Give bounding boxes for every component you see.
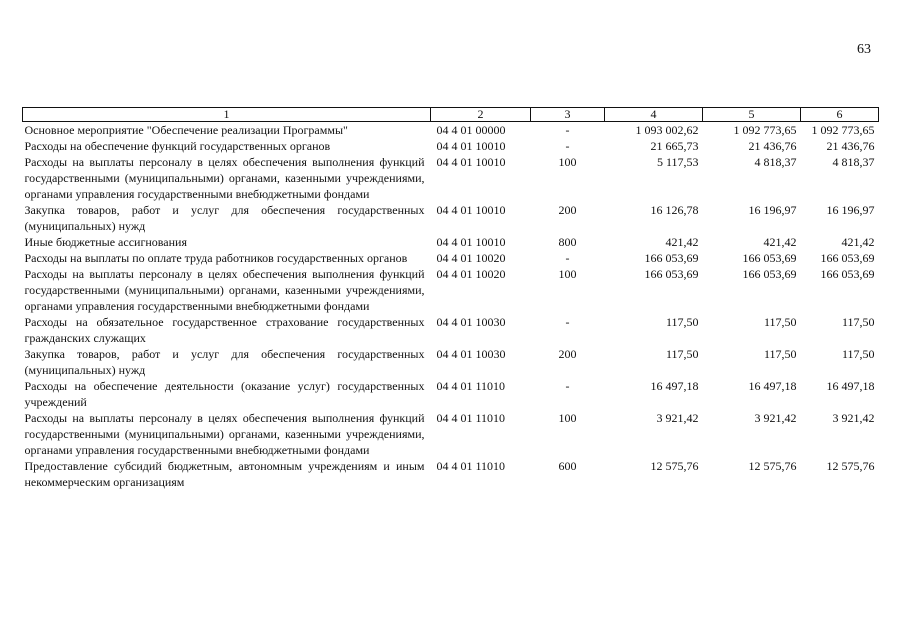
row-name-cell: Предоставление субсидий бюджетным, автономным учреждениям и иным некоммерческим организациям [24, 459, 425, 489]
row-name-cell: Закупка товаров, работ и услуг для обеспечения государственных (муниципальных) нужд [24, 347, 425, 377]
row-code-cell: 04 4 01 10020 [436, 267, 506, 281]
row-code-cell: 04 4 01 10010 [436, 155, 506, 169]
row-name-cell: Закупка товаров, работ и услуг для обеспечения государственных (муниципальных) нужд [24, 203, 425, 233]
row-value-2-cell: 4 818,37 [754, 155, 797, 169]
header-cell-1: 1 [23, 108, 431, 122]
header-cell-2: 2 [431, 108, 531, 122]
row-value-1-cell: 5 117,53 [656, 155, 699, 169]
budget-table [22, 107, 879, 490]
row-value-1-cell: 117,50 [665, 315, 699, 329]
row-group-cell: - [565, 315, 570, 329]
row-name-cell: Иные бюджетные ассигнования [24, 235, 187, 249]
row-value-1-cell: 16 497,18 [650, 379, 699, 393]
row-value-2-cell: 166 053,69 [742, 267, 797, 281]
row-group-cell: - [565, 251, 570, 265]
row-value-3-cell: 3 921,42 [832, 411, 875, 425]
table-row [23, 378, 879, 410]
row-name-cell: Расходы на обязательное государственное страхование государственных гражданских служащих [24, 315, 425, 345]
row-value-3-cell: 4 818,37 [832, 155, 875, 169]
row-value-3-cell: 1 092 773,65 [811, 123, 875, 137]
table-row [23, 346, 879, 378]
header-cell-4: 4 [605, 108, 703, 122]
row-value-1-cell: 421,42 [665, 235, 699, 249]
row-value-3-cell: 166 053,69 [820, 267, 875, 281]
row-value-3-cell: 421,42 [841, 235, 875, 249]
row-value-1-cell: 16 126,78 [650, 203, 699, 217]
row-name-cell: Основное мероприятие "Обеспечение реализации Программы" [24, 123, 348, 137]
row-group-cell: - [565, 139, 570, 153]
row-value-3-cell: 166 053,69 [820, 251, 875, 265]
row-value-2-cell: 1 092 773,65 [733, 123, 797, 137]
row-group-cell: 100 [558, 267, 577, 281]
row-value-3-cell: 117,50 [841, 315, 875, 329]
row-value-2-cell: 12 575,76 [748, 459, 797, 473]
table-body [23, 122, 879, 491]
table-row [23, 138, 879, 154]
row-code-cell: 04 4 01 11010 [436, 379, 506, 393]
table-row [23, 202, 879, 234]
table-row [23, 266, 879, 314]
row-code-cell: 04 4 01 10010 [436, 235, 506, 249]
row-group-cell: - [565, 379, 570, 393]
row-value-2-cell: 3 921,42 [754, 411, 797, 425]
table-row [23, 410, 879, 458]
row-name-cell: Расходы на выплаты по оплате труда работников государственных органов [24, 251, 408, 265]
row-group-cell: 200 [558, 347, 577, 361]
row-code-cell: 04 4 01 10030 [436, 315, 506, 329]
row-name-cell: Расходы на выплаты персоналу в целях обеспечения выполнения функций государственными (муниципальными) органами, казенными учреждениями, органами управления государственными внебюджетными фондами [24, 411, 425, 457]
row-name-cell: Расходы на выплаты персоналу в целях обеспечения выполнения функций государственными (муниципальными) органами, казенными учреждениями, органами управления государственными внебюджетными фондами [24, 267, 425, 313]
row-group-cell: 800 [558, 235, 577, 249]
table-row [23, 122, 879, 139]
row-code-cell: 04 4 01 00000 [436, 123, 506, 137]
header-cell-3: 3 [531, 108, 605, 122]
row-name-cell: Расходы на выплаты персоналу в целях обеспечения выполнения функций государственными (муниципальными) органами, казенными учреждениями, органами управления государственными внебюджетными фондами [24, 155, 425, 201]
row-value-1-cell: 21 665,73 [650, 139, 699, 153]
table-row [23, 250, 879, 266]
row-value-3-cell: 21 436,76 [826, 139, 875, 153]
row-value-2-cell: 16 497,18 [748, 379, 797, 393]
row-value-2-cell: 21 436,76 [748, 139, 797, 153]
row-code-cell: 04 4 01 11010 [436, 411, 506, 425]
row-code-cell: 04 4 01 10010 [436, 139, 506, 153]
row-value-2-cell: 16 196,97 [748, 203, 797, 217]
table-row [23, 154, 879, 202]
row-value-3-cell: 117,50 [841, 347, 875, 361]
row-code-cell: 04 4 01 10010 [436, 203, 506, 217]
row-value-3-cell: 16 497,18 [826, 379, 875, 393]
row-name-cell: Расходы на обеспечение функций государственных органов [24, 139, 331, 153]
row-value-1-cell: 166 053,69 [644, 267, 699, 281]
row-value-2-cell: 421,42 [763, 235, 797, 249]
row-group-cell: 100 [558, 411, 577, 425]
row-group-cell: 100 [558, 155, 577, 169]
row-value-1-cell: 117,50 [665, 347, 699, 361]
row-value-1-cell: 1 093 002,62 [635, 123, 699, 137]
row-name-cell: Расходы на обеспечение деятельности (оказание услуг) государственных учреждений [24, 379, 425, 409]
row-value-3-cell: 12 575,76 [826, 459, 875, 473]
row-value-1-cell: 3 921,42 [656, 411, 699, 425]
row-value-3-cell: 16 196,97 [826, 203, 875, 217]
table-row [23, 458, 879, 490]
row-group-cell: 600 [558, 459, 577, 473]
header-cell-5: 5 [703, 108, 801, 122]
page-number: 63 [857, 42, 871, 57]
row-group-cell: - [565, 123, 570, 137]
row-code-cell: 04 4 01 11010 [436, 459, 506, 473]
header-cell-6: 6 [801, 108, 879, 122]
table-row [23, 234, 879, 250]
table-row [23, 314, 879, 346]
table-header [23, 108, 879, 122]
row-group-cell: 200 [558, 203, 577, 217]
row-value-2-cell: 117,50 [763, 347, 797, 361]
row-value-2-cell: 166 053,69 [742, 251, 797, 265]
row-value-1-cell: 166 053,69 [644, 251, 699, 265]
row-code-cell: 04 4 01 10030 [436, 347, 506, 361]
row-value-1-cell: 12 575,76 [650, 459, 699, 473]
row-code-cell: 04 4 01 10020 [436, 251, 506, 265]
row-value-2-cell: 117,50 [763, 315, 797, 329]
